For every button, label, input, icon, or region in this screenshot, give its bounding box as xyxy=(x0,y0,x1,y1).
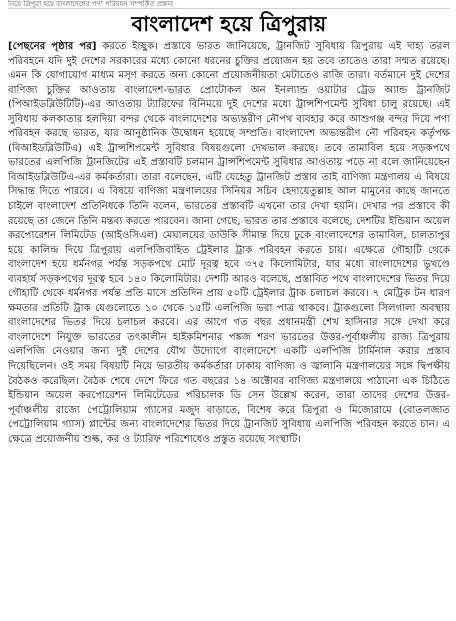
article-headline: বাংলাদেশ হয়ে ত্রিপুরায় xyxy=(131,12,327,36)
article-body xyxy=(8,40,450,612)
cut-off-previous-text: নিয়ে ত্রিপুরা হয়ে বাংলাদেশের পণ্য পরিবহন সম্পর্কিত প্রস্তাব xyxy=(8,0,450,9)
article-body-text: করতে ইচ্ছুক। প্রস্তাবে ভারত জানিয়েছে, ট্রানজিট সুবিধায় ত্রিপুরায় এই দাহ্য তরল পরিবহনে যদি দুই দেশের সরকারের মধ্যে কোনো ধরনের চুক্তির প্রয়োজন হয় তবে তাতেও তারা সম্মত রয়েছে। এমন কি যোগাযোগ মাধ্যম মসৃণ করতে অন্য কোনো প্রয়োজনীয়তা মেটাতেও রাজি তারা। বর্তমানে দুই দেশের বাণিজ্য চুক্তির আওতায় বাংলাদেশ-ভারত প্রোটোকল অন ইনল্যান্ড ওয়াটার ট্রেড অ্যান্ড ট্রানজিট (পিআইডব্লিউটিটি)-এর আওতায় ট্যারিফের বিনিময়ে দুই দেশের মধ্যে ট্রান্সশিপমেন্ট সুবিধা চালু রয়েছে। এই সুবিধায় কলকাতার হলদিয়া বন্দর থেকে বাংলাদেশের অভ্যন্তরীণ নৌপথ ব্যবহার করে আশুগঞ্জ বন্দর দিয়ে পণ্য পরিবহন করছে ভারত, যার আনুষ্ঠানিক উদ্বোধন হয়েছে সম্প্রতি। বাংলাদেশ অভ্যন্তরীণ নৌ পরিবহন কর্তৃপক্ষ (বিআইডব্লিউটিএ) এই ট্রান্সশিপমেন্ট সুবিধার বিষয়গুলো দেখভাল করছে। তবে তামাবিল হয়ে সড়কপথে ভারতের এলপিজি ট্রানজিটের এই প্রস্তাবটি চলমান ট্রান্সশিপমেন্ট সুবিধার আওতায় পড়ে না বলে জানিয়েছেন বিআইডব্লিউটিএ-এর কর্মকর্তারা। তারা বলেছেন, এটি যেহেতু ট্রানজিট প্রস্তাব তাই বাণিজ্য মন্ত্রণালয় এ বিষয়ে সিদ্ধান্ত দিতে পারবে। এ বিষয়ে বাণিজ্য মন্ত্রণালয়ের সিনিয়র সচিব হেদায়েতুল্লাহ আল মামুনের কাছে জানতে চাইলে বাংলাদেশ প্রতিনিধকে তিনি বলেন, ভারতের প্রস্তাবটি এখনো তার দেখা হয়নি। দেখার পর প্রস্তাবে কী রয়েছে তা জেনে তিনি মন্তব্য করতে পারবেন। জানা গেছে, ভারত তার প্রস্তাবে বলেছে, দেশটির ইন্ডিয়ান অয়েল করপোরেশন লিমিটেড (আইওসিএল) মেঘালয়ের ডাউকি সীমান্ত দিয়ে ঢুকে বাংলাদেশের তামাবিল, চালতাপুর হয়ে কালিন্দ্র দিয়ে ত্রিপুরায় এলপিজিবাহিত ট্রেইলার ট্রাক পরিবহন করতে চায়। এক্ষেত্রে গৌহাটি থেকে বাংলাদেশ হয়ে ধর্মনগর পর্যন্ত সড়কপথে মোট দূরত্ব হবে ৩৭৫ কিলোমিটার, যার মধ্যে বাংলাদেশের ভূখণ্ডে ব্যবহার্য সড়কপথের দূরত্ব হবে ১৪০ কিলোমিটার। দেশটি আরও বলেছে, প্রস্তাবিত পথে বাংলাদেশের ভিতর দিয়ে গৌহাটি থেকে ধর্মনগর পর্যন্ত প্রতি মাসে প্রতিদিন প্রায় ৫০টি ট্রেইলার ট্রাক চলাচল করবে। ৭ মেট্রিক টন ধারণ ক্ষমতার প্রতিটি ট্রাক যেগুলোতে ১০ থেকে ১৫টি এলপিজি ভরা পাত্র থাকবে। ট্রাকগুলো সিলগালা অবস্থায় বাংলাদেশের ভিতর দিয়ে চলাচল করবে। এর আগে গত বছর প্রধানমন্ত্রী শেখ হাসিনার সঙ্গে দেখা করে বাংলাদেশে নিযুক্ত ভারতের তৎকালীন হাইকমিশনার পঙ্কজ শরণ ভারতের উত্তর-পূর্বাঞ্চলীয় রাজ্য ত্রিপুরায় এলপিজি নেওয়ার জন্য দুই দেশের যৌথ উদ্যোগে বাংলাদেশে একটি এলপিজি টার্মিনাল করার প্রস্তাব দিয়েছিলেন। ওই সময় বিষয়টি নিয়ে ভারতীয় কর্মকর্তারা ঢাকায় বাণিজ্য ও জ্বালানি মন্ত্রণালয়ের সঙ্গে দ্বিপক্ষীয় বৈঠকও করেছিল। বৈঠক শেষে দেশে ফিরে গত বছরের ১৪ অক্টোবর বাণিজ্য মন্ত্রণালয়ে পাঠানো এক চিঠিতে ইন্ডিয়ান অয়েল করপোরেশন লিমিটেডের পরিচালক ডি সেন উল্লেখ করেন, তারা তাদের দেশের উত্তর-পূর্বাঞ্চলীয় রাজ্যে পেট্রোলিয়াম গ্যাসের মজুদ বাড়াতে, বিশেষ করে ত্রিপুরা ও মিজোরামে (বোতলজাত পেট্রোলিয়াম গ্যাস) প্লান্টের জন্য বাংলাদেশের ভিতর দিয়ে ট্রানজিট সুবিধায় এলপিজি পরিবহন করতে চান। এ ক্ষেত্রে প্রয়োজনীয় শুল্ক, কর ও ট্যারিফ পরিশোধেও প্রস্তুত রয়েছে সংস্থাটি। xyxy=(8,41,450,445)
continuation-reference: [পেছনের পৃষ্ঠার পর] xyxy=(8,41,97,52)
article-paragraph xyxy=(8,40,450,447)
